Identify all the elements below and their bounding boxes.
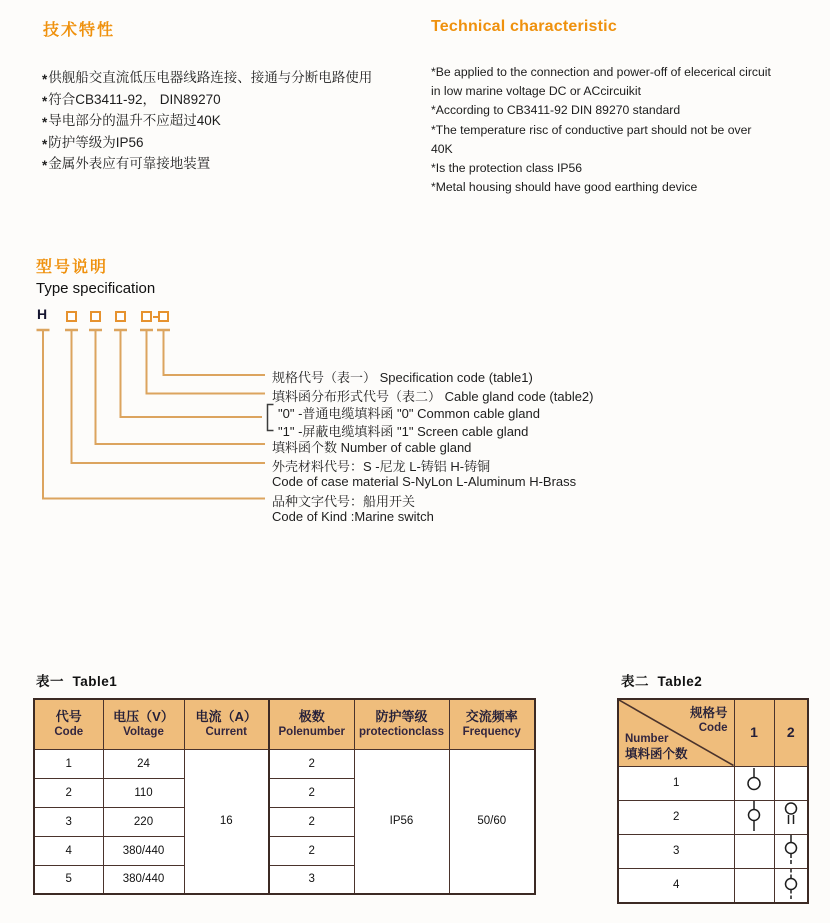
table2-corner-bottom: Number 填料函个数 — [625, 732, 688, 761]
en-line: in low marine voltage DC or ACcircuikit — [431, 84, 641, 99]
cell-gland-symbol — [774, 834, 808, 868]
tech-characteristics-cn-section — [43, 17, 115, 40]
cell-polenumber: 2 — [269, 836, 354, 865]
gland-arrangement-icon — [780, 801, 802, 831]
table2-diagonal-header-cell — [618, 699, 734, 766]
spec-label-kind-code-en: Code of Kind :Marine switch — [272, 509, 434, 524]
table1-header-row — [34, 699, 535, 749]
table2-row — [618, 800, 808, 834]
table1-header-polenumber: 极数 Polenumber — [269, 699, 354, 749]
table2-header-row — [618, 699, 808, 766]
cell-gland-symbol — [734, 868, 774, 903]
gland-arrangement-icon — [780, 835, 802, 865]
tech-characteristics-cn-heading: 技术特性 — [43, 22, 116, 39]
spec-label-screen-cable-gland: "1" -屏蔽电缆填料函 "1" Screen cable gland — [278, 424, 529, 439]
table1-header-code: 代号 Code — [34, 699, 103, 749]
spec-label-case-material-cn: 外壳材料代号：S -尼龙 L-铸铝 H-铸铜 — [272, 459, 491, 474]
cell-gland-symbol — [774, 800, 808, 834]
cn-bullet-text: 防护等级为IP56 — [48, 134, 144, 150]
model-code-prefix: H — [37, 306, 48, 322]
cell-voltage: 380/440 — [103, 836, 184, 865]
cell-polenumber: 2 — [269, 749, 354, 778]
cell-voltage: 110 — [103, 778, 184, 807]
cell-code: 5 — [34, 865, 103, 894]
cell-gland-number: 3 — [618, 834, 734, 868]
cell-voltage: 220 — [103, 807, 184, 836]
bullet-marker: * — [42, 72, 48, 87]
table1-header-frequency: 交流频率 Frequency — [449, 699, 535, 749]
cell-gland-number: 1 — [618, 766, 734, 800]
table2-header-col1: 1 — [734, 699, 774, 766]
model-code-box-3 — [115, 311, 126, 322]
table2-row — [618, 834, 808, 868]
table2-title-cn: 表二 — [621, 674, 649, 689]
model-code-box-1 — [66, 311, 77, 322]
gland-arrangement-icon — [780, 869, 802, 899]
tech-characteristics-en-list — [431, 63, 771, 197]
cn-bullet-item — [42, 131, 372, 153]
cell-polenumber: 2 — [269, 778, 354, 807]
cell-frequency-merged: 50/60 — [449, 749, 535, 894]
cell-voltage: 380/440 — [103, 865, 184, 894]
cn-bullet-text: 供舰船交直流低压电器线路连接、接通与分断电路使用 — [48, 70, 373, 85]
table2-cable-gland — [617, 698, 809, 904]
en-line: *According to CB3411-92 DIN 89270 standard — [431, 103, 681, 118]
table2-corner-top: 规格号 Code — [689, 706, 728, 734]
cn-bullet-item — [42, 109, 372, 131]
cn-bullet-item — [42, 66, 372, 88]
cell-gland-symbol — [734, 834, 774, 868]
cell-gland-symbol — [774, 868, 808, 903]
cn-bullet-item — [42, 88, 372, 110]
en-line: *Metal housing should have good earthing device — [431, 180, 698, 195]
cell-code: 1 — [34, 749, 103, 778]
spec-label-specification-code: 规格代号（表一） Specification code (table1) — [272, 370, 533, 385]
cn-bullet-item — [42, 152, 372, 174]
en-line: *The temperature risc of conductive part should not be over — [431, 122, 752, 137]
table1-title — [36, 670, 117, 690]
gland-arrangement-icon — [743, 801, 765, 831]
cell-voltage: 24 — [103, 749, 184, 778]
en-line: *Is the protection class IP56 — [431, 161, 583, 176]
bullet-marker: * — [42, 93, 48, 109]
table1-header-current: 电流（A） Current — [184, 699, 269, 749]
cn-bullet-text: 符合CB3411-92， DIN89270 — [48, 91, 221, 107]
cell-current-merged: 16 — [184, 749, 269, 894]
type-spec-heading-en: Type specification — [36, 280, 156, 297]
cn-bullet-text: 金属外表应有可靠接地装置 — [48, 156, 211, 172]
model-code-box-4 — [141, 311, 152, 322]
table1-title-en: Table1 — [72, 674, 118, 689]
cell-gland-symbol — [734, 800, 774, 834]
table1-header-protection-class: 防护等级 protectionclass — [354, 699, 449, 749]
spec-label-case-material-en: Code of case material S-NyLon L-Aluminum H-Brass — [272, 474, 577, 489]
spec-label-kind-code-cn: 品种文字代号：船用开关 — [272, 494, 416, 509]
cell-gland-number: 4 — [618, 868, 734, 903]
table1-specifications — [33, 698, 536, 895]
tech-characteristics-cn-list — [42, 66, 372, 174]
spec-label-cable-gland-code: 填料函分布形式代号（表二） Cable gland code (table2) — [272, 389, 594, 404]
model-code-box-2 — [90, 311, 101, 322]
table2-header-col2: 2 — [774, 699, 808, 766]
type-spec-heading-cn: 型号说明 — [36, 259, 109, 276]
cell-protection-merged: IP56 — [354, 749, 449, 894]
table1-title-cn: 表一 — [36, 674, 64, 689]
cell-code: 2 — [34, 778, 103, 807]
cell-gland-number: 2 — [618, 800, 734, 834]
table2-row — [618, 868, 808, 903]
table2-title — [621, 670, 702, 690]
spec-label-common-cable-gland: "0" -普通电缆填料函 "0" Common cable gland — [278, 406, 540, 421]
cell-code: 4 — [34, 836, 103, 865]
bullet-marker: * — [42, 158, 48, 174]
bullet-marker: * — [42, 115, 48, 131]
table1-row — [34, 749, 535, 778]
cell-code: 3 — [34, 807, 103, 836]
tech-characteristics-en-section — [431, 18, 617, 36]
spec-label-number-of-cable-gland: 填料函个数 Number of cable gland — [272, 440, 472, 455]
cell-polenumber: 2 — [269, 807, 354, 836]
model-code-box-5 — [158, 311, 169, 322]
bullet-marker: * — [42, 136, 48, 152]
tech-characteristics-en-heading: Technical characteristic — [431, 18, 617, 35]
cell-polenumber: 3 — [269, 865, 354, 894]
cell-gland-symbol — [734, 766, 774, 800]
option-bracket — [268, 405, 274, 431]
en-line: *Be applied to the connection and power-off of elecerical circuit — [431, 65, 771, 79]
table1-header-voltage: 电压（V） Voltage — [103, 699, 184, 749]
en-line: 40K — [431, 141, 453, 156]
table2-title-en: Table2 — [657, 674, 703, 689]
table2-row — [618, 766, 808, 800]
gland-arrangement-icon — [743, 767, 765, 797]
cn-bullet-text: 导电部分的温升不应超过40K — [48, 113, 221, 129]
cell-gland-symbol — [774, 766, 808, 800]
